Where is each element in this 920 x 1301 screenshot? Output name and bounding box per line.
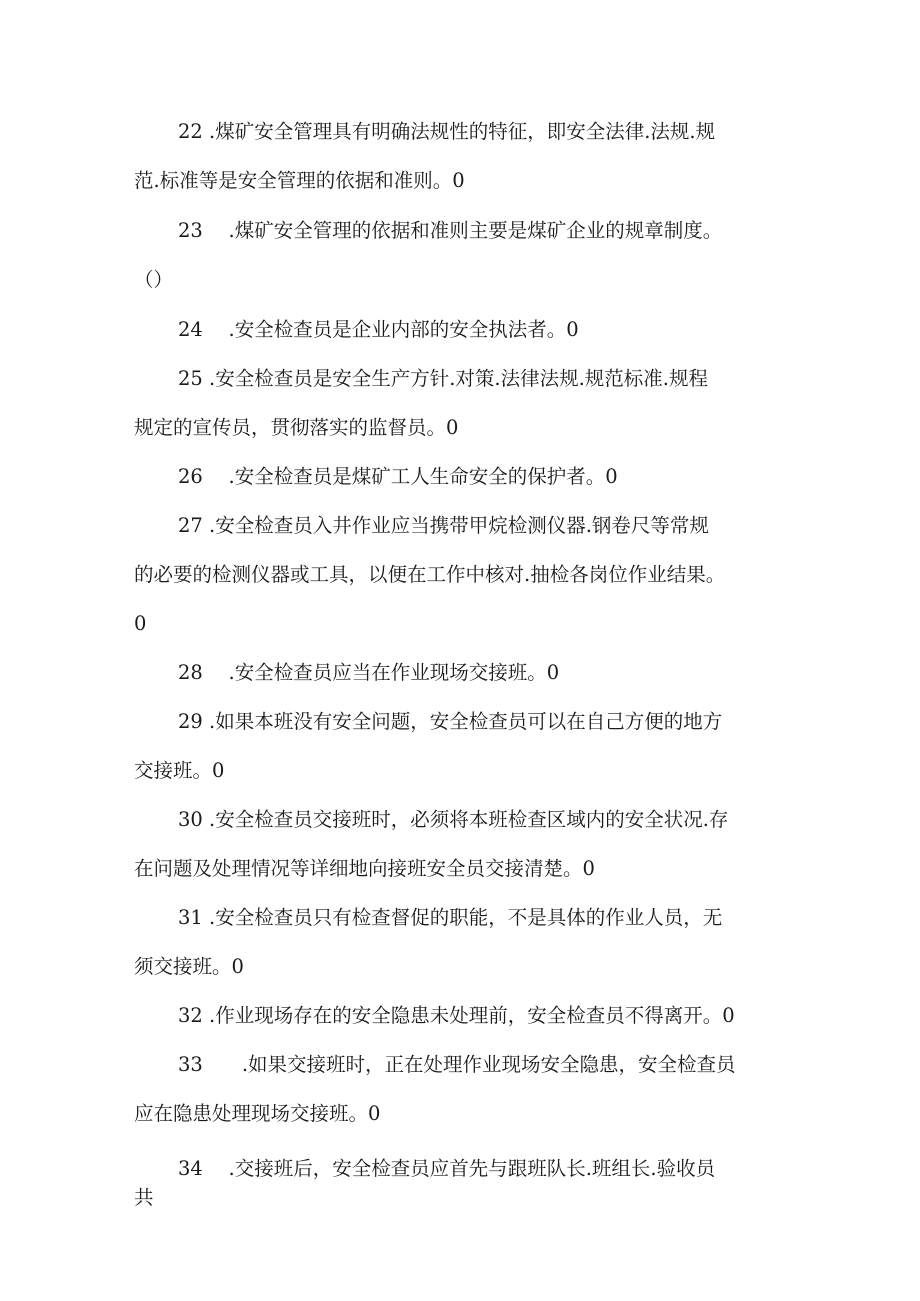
line-23-1: 23 .煤矿安全管理的依据和准则主要是煤矿企业的规章制度。 bbox=[178, 219, 723, 242]
line-34-1: 34 .交接班后，安全检查员应首先与跟班队长.班组长.验收员 bbox=[178, 1157, 716, 1180]
line-33-2: 应在隐患处理现场交接班。0 bbox=[134, 1102, 381, 1125]
line-22-2: 范.标准等是安全管理的依据和准则。0 bbox=[134, 169, 465, 192]
line-26-1: 26 .安全检查员是煤矿工人生命安全的保护者。0 bbox=[178, 465, 618, 488]
line-29-1: 29 .如果本班没有安全问题，安全检查员可以在自己方便的地方 bbox=[178, 710, 723, 733]
line-29-2: 交接班。0 bbox=[134, 759, 225, 782]
line-34-2: 共 bbox=[134, 1186, 154, 1209]
line-25-1: 25 .安全检查员是安全生产方针.对策.法律法规.规范标准.规程 bbox=[178, 367, 709, 390]
line-33-1: 33 .如果交接班时，正在处理作业现场安全隐患，安全检查员 bbox=[178, 1053, 736, 1076]
line-30-2: 在问题及处理情况等详细地向接班安全员交接清楚。0 bbox=[134, 857, 595, 880]
line-24-1: 24 .安全检查员是企业内部的安全执法者。0 bbox=[178, 318, 579, 341]
line-31-2: 须交接班。0 bbox=[134, 955, 244, 978]
line-30-1: 30 .安全检查员交接班时，必须将本班检查区域内的安全状况.存 bbox=[178, 808, 729, 831]
line-22-1: 22 .煤矿安全管理具有明确法规性的特征，即安全法律.法规.规 bbox=[178, 120, 716, 143]
line-31-1: 31 .安全检查员只有检查督促的职能，不是具体的作业人员，无 bbox=[178, 906, 723, 929]
line-28-1: 28 .安全检查员应当在作业现场交接班。0 bbox=[178, 661, 560, 684]
line-23-2: （） bbox=[134, 268, 174, 291]
line-25-2: 规定的宣传员，贯彻落实的监督员。0 bbox=[134, 416, 459, 439]
line-27-3: 0 bbox=[134, 612, 147, 635]
line-32-1: 32 .作业现场存在的安全隐患未处理前，安全检查员不得离开。0 bbox=[178, 1004, 735, 1027]
line-27-2: 的必要的检测仪器或工具，以便在工作中核对.抽检各岗位作业结果。 bbox=[134, 563, 726, 586]
line-27-1: 27 .安全检查员入井作业应当携带甲烷检测仪器.钢卷尺等常规 bbox=[178, 514, 709, 537]
